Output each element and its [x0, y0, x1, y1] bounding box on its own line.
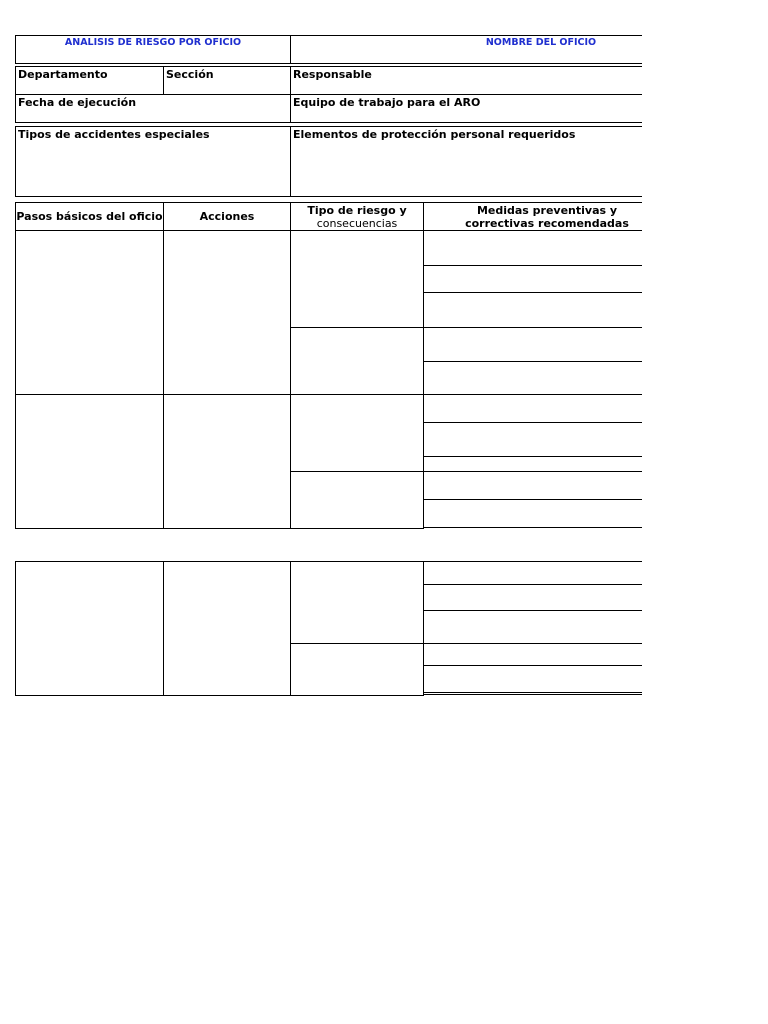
fecha-label: Fecha de ejecución — [18, 96, 137, 109]
table-row-riesgo-1b — [290, 327, 424, 395]
table-block-1 — [15, 230, 675, 529]
medidas-left-border — [423, 230, 424, 529]
medidas-line — [423, 292, 675, 293]
table-row-step-1 — [15, 230, 164, 395]
job-name-title: NOMBRE DEL OFICIO — [485, 37, 597, 48]
equipo-cell — [290, 94, 670, 123]
departamento-label: Departamento — [18, 68, 108, 81]
table-row-riesgo-3b — [290, 643, 424, 696]
header-medidas-line2: correctivas recomendadas — [465, 217, 629, 230]
medidas-line — [423, 692, 675, 693]
medidas-line — [423, 643, 675, 644]
medidas-line — [423, 471, 675, 472]
table-row-step-2 — [15, 394, 164, 529]
medidas-line — [423, 499, 675, 500]
title-cell-left — [15, 35, 291, 64]
medidas-bottom-line — [423, 694, 675, 695]
header-medidas-cell — [423, 202, 670, 231]
clip-mask — [642, 0, 768, 1024]
header-acciones-cell — [163, 202, 291, 231]
seccion-label: Sección — [166, 68, 214, 81]
medidas-line — [423, 394, 675, 395]
table-row-riesgo-1a — [290, 230, 424, 328]
responsable-cell — [290, 66, 670, 95]
medidas-line — [423, 422, 675, 423]
table-row-acciones-1 — [163, 230, 291, 395]
tipos-accidentes-label: Tipos de accidentes especiales — [18, 128, 210, 141]
fecha-cell — [15, 94, 291, 123]
header-medidas-line1: Medidas preventivas y — [476, 204, 618, 217]
header-acciones: Acciones — [199, 210, 255, 223]
table-row-riesgo-2a — [290, 394, 424, 472]
table-row-step-3 — [15, 561, 164, 696]
departamento-cell — [15, 66, 164, 95]
elementos-proteccion-label: Elementos de protección personal requeridos — [293, 128, 576, 141]
tipos-accidentes-cell — [15, 126, 291, 197]
medidas-line — [423, 610, 675, 611]
table-row-riesgo-3a — [290, 561, 424, 644]
medidas-line — [423, 456, 675, 457]
table-row-acciones-3 — [163, 561, 291, 696]
header-pasos: Pasos básicos del oficio — [16, 210, 163, 223]
medidas-line — [423, 327, 675, 328]
table-row-acciones-2 — [163, 394, 291, 529]
header-pasos-cell — [15, 202, 164, 231]
medidas-left-border — [423, 561, 424, 696]
header-tipo-riesgo-line1: Tipo de riesgo y — [307, 204, 407, 217]
header-tipo-riesgo-cell — [290, 202, 424, 231]
equipo-label: Equipo de trabajo para el ARO — [293, 96, 481, 109]
elementos-proteccion-cell — [290, 126, 670, 197]
medidas-line — [423, 584, 675, 585]
medidas-line — [423, 561, 675, 562]
form-title: ANALISIS DE RIESGO POR OFICIO — [64, 37, 242, 48]
medidas-line — [423, 361, 675, 362]
table-block-2 — [15, 561, 675, 696]
header-tipo-riesgo-line2: consecuencias — [316, 217, 398, 230]
title-cell-right — [290, 35, 670, 64]
medidas-line — [423, 665, 675, 666]
seccion-cell — [163, 66, 291, 95]
medidas-line — [423, 265, 675, 266]
responsable-label: Responsable — [293, 68, 372, 81]
medidas-bottom-line — [423, 527, 675, 528]
table-row-riesgo-2b — [290, 471, 424, 529]
